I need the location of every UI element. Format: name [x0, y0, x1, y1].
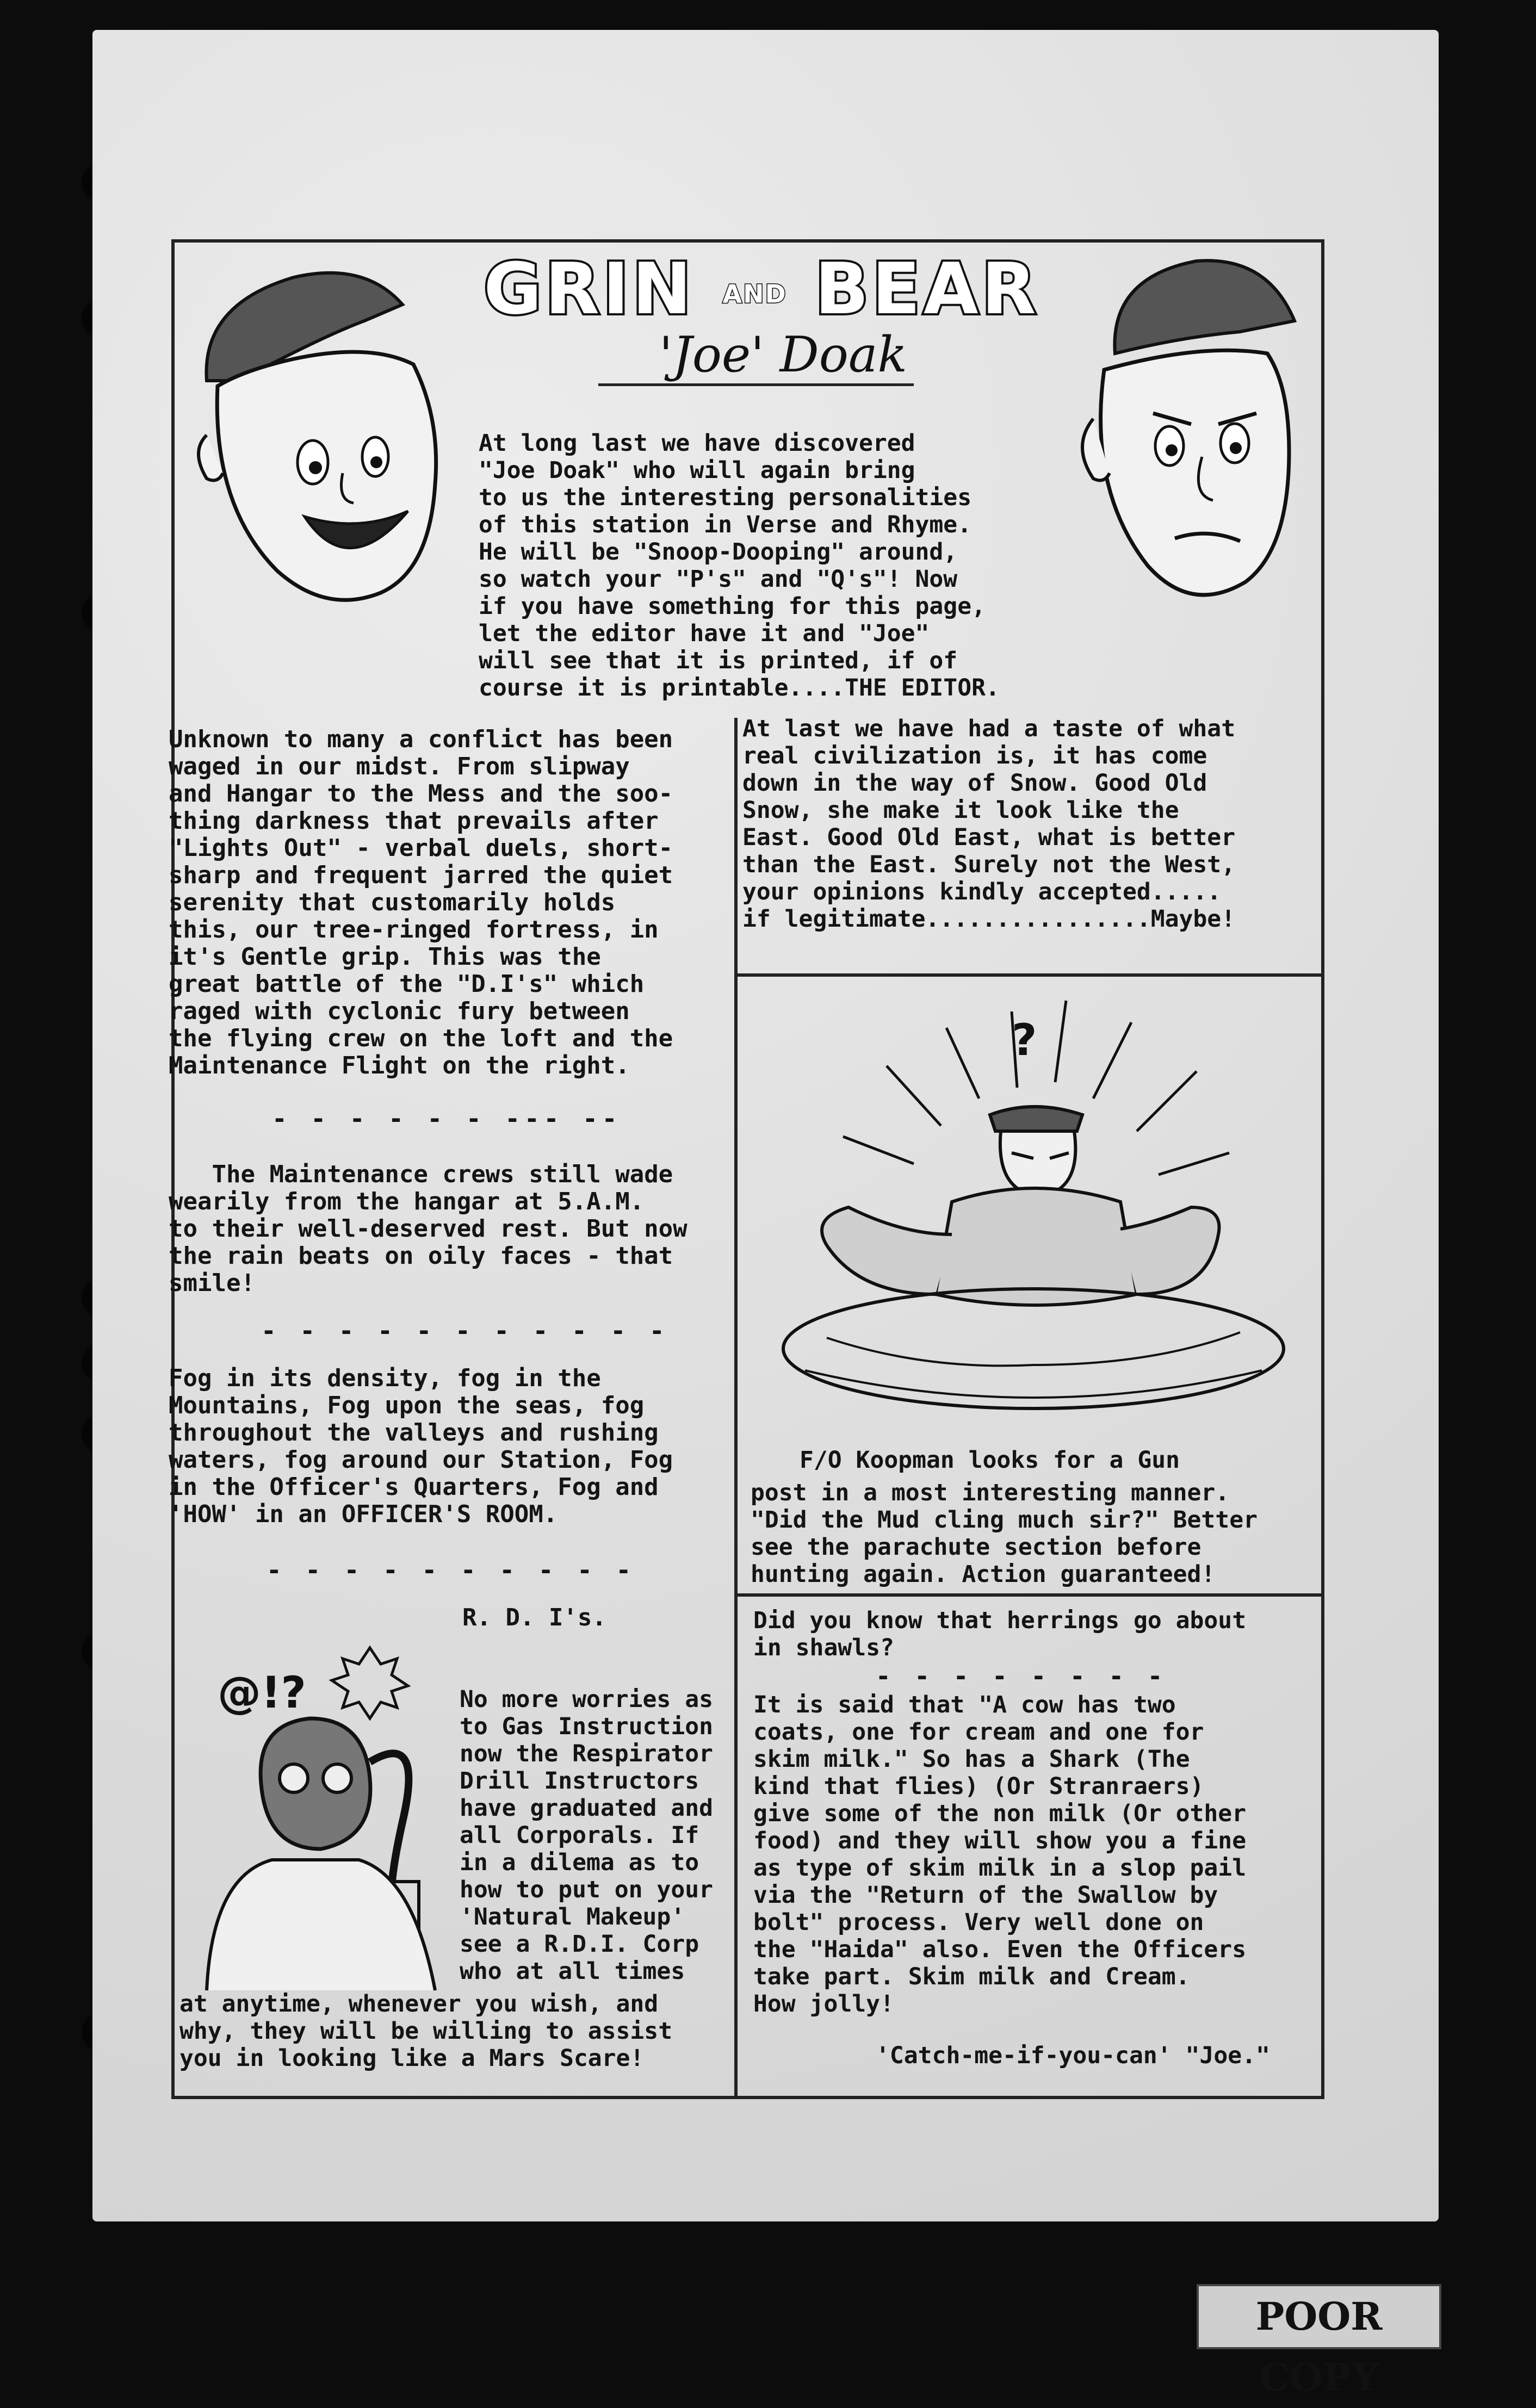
article-fog: Fog in its density, fog in the Mountains, Fog upon the seas, fog throughout the valleys and rushing waters, fog around our Station, Fog in the Officer's Quarters, Fog and 'HOW' in an OFFICER'S ROOM.	[169, 1364, 673, 1528]
page-subtitle: 'Joe' Doak	[659, 326, 908, 383]
article-cow-and-shark: It is said that "A cow has two coats, one for cream and one for skim milk." So has a Shark (The kind that flies) (Or Stranraers) give some of the non milk (Or other food) and they will show you a fine as type of skim milk in a slop pail via the "Return of the Swallow by bolt" process. Very well done on the "Haida" also. Even the Officers take part. Skim milk and Cream. How jolly!	[753, 1691, 1247, 2018]
gas-mask-figure-icon	[196, 1642, 457, 1990]
smiling-face-icon	[185, 256, 468, 636]
svg-text:?: ?	[1012, 1015, 1037, 1065]
article-maintenance-crews: The Maintenance crews still wade wearily from the hangar at 5.A.M. to their well-deserved rest. But now the rain beats on oily faces - that smile!	[169, 1160, 688, 1297]
rdi-article: No more worries as to Gas Instruction now the Respirator Drill Instructors have graduated and all Corporals. If in a dilema as to how to put on your 'Natural Makeup' see a R.D.I. Corp who at all times	[460, 1686, 713, 1985]
rdi-heading: R. D. I's.	[462, 1604, 606, 1631]
separator: - - - - - - - - - - -	[261, 1316, 669, 1345]
separator: - - - - - - - -	[876, 1661, 1167, 1691]
page-title: GRIN AND BEAR	[484, 247, 1039, 330]
cartoon-caption: post in a most interesting manner. "Did the Mud cling much sir?" Better see the parachute section before hunting again. Action guaranteed!	[751, 1479, 1258, 1588]
svg-text:@!?: @!?	[218, 1667, 306, 1718]
article-snow: At last we have had a taste of what real civilization is, it has come down in the way of Snow. Good Old Snow, she make it look like the East. Good Old East, what is better than the East. Surely not the West, your opinions kindly accepted..... if legitimate................Maybe!	[742, 715, 1236, 933]
article-battle-of-di: Unknown to many a conflict has been waged in our midst. From slipway and Hangar to the Mess and the soo- thing darkness that prevails after "Lights Out" - verbal duels, short- sharp and frequent jarred the quiet serenity that customarily holds this, our tree-ringed fortress, in it's Gentle grip. This was the great battle of the "D.I's" which raged with cyclonic fury between the flying crew on the loft and the Maintenance Flight on the right.	[169, 725, 673, 1079]
cartoon-caption-name: F/O Koopman looks for a Gun	[800, 1447, 1180, 1474]
officer-in-mud-icon	[761, 990, 1305, 1436]
signoff: 'Catch-me-if-you-can' "Joe."	[876, 2042, 1270, 2069]
rdi-article-end: at anytime, whenever you wish, and why, they will be willing to assist you in looking like a Mars Scare!	[179, 1990, 673, 2072]
panel-divider	[738, 1593, 1324, 1597]
separator: - - - - - - --- --	[272, 1104, 622, 1133]
intro-rule	[598, 383, 914, 386]
separator: - - - - - - - - - -	[267, 1555, 636, 1585]
editor-intro: At long last we have discovered "Joe Doak" who will again bring to us the interesting personalities of this station in Verse and Rhyme. He will be "Snoop-Dooping" around, so watch your "P's" and "Q's"! Now if you have something for this page, let the editor have it and "Joe" will see that it is printed, if of course it is printable....THE EDITOR.	[479, 430, 1000, 702]
panel-divider	[738, 973, 1324, 977]
poor-copy-stamp: POOR COPY	[1197, 2284, 1441, 2349]
article-herrings: Did you know that herrings go about in shawls?	[753, 1607, 1247, 1661]
